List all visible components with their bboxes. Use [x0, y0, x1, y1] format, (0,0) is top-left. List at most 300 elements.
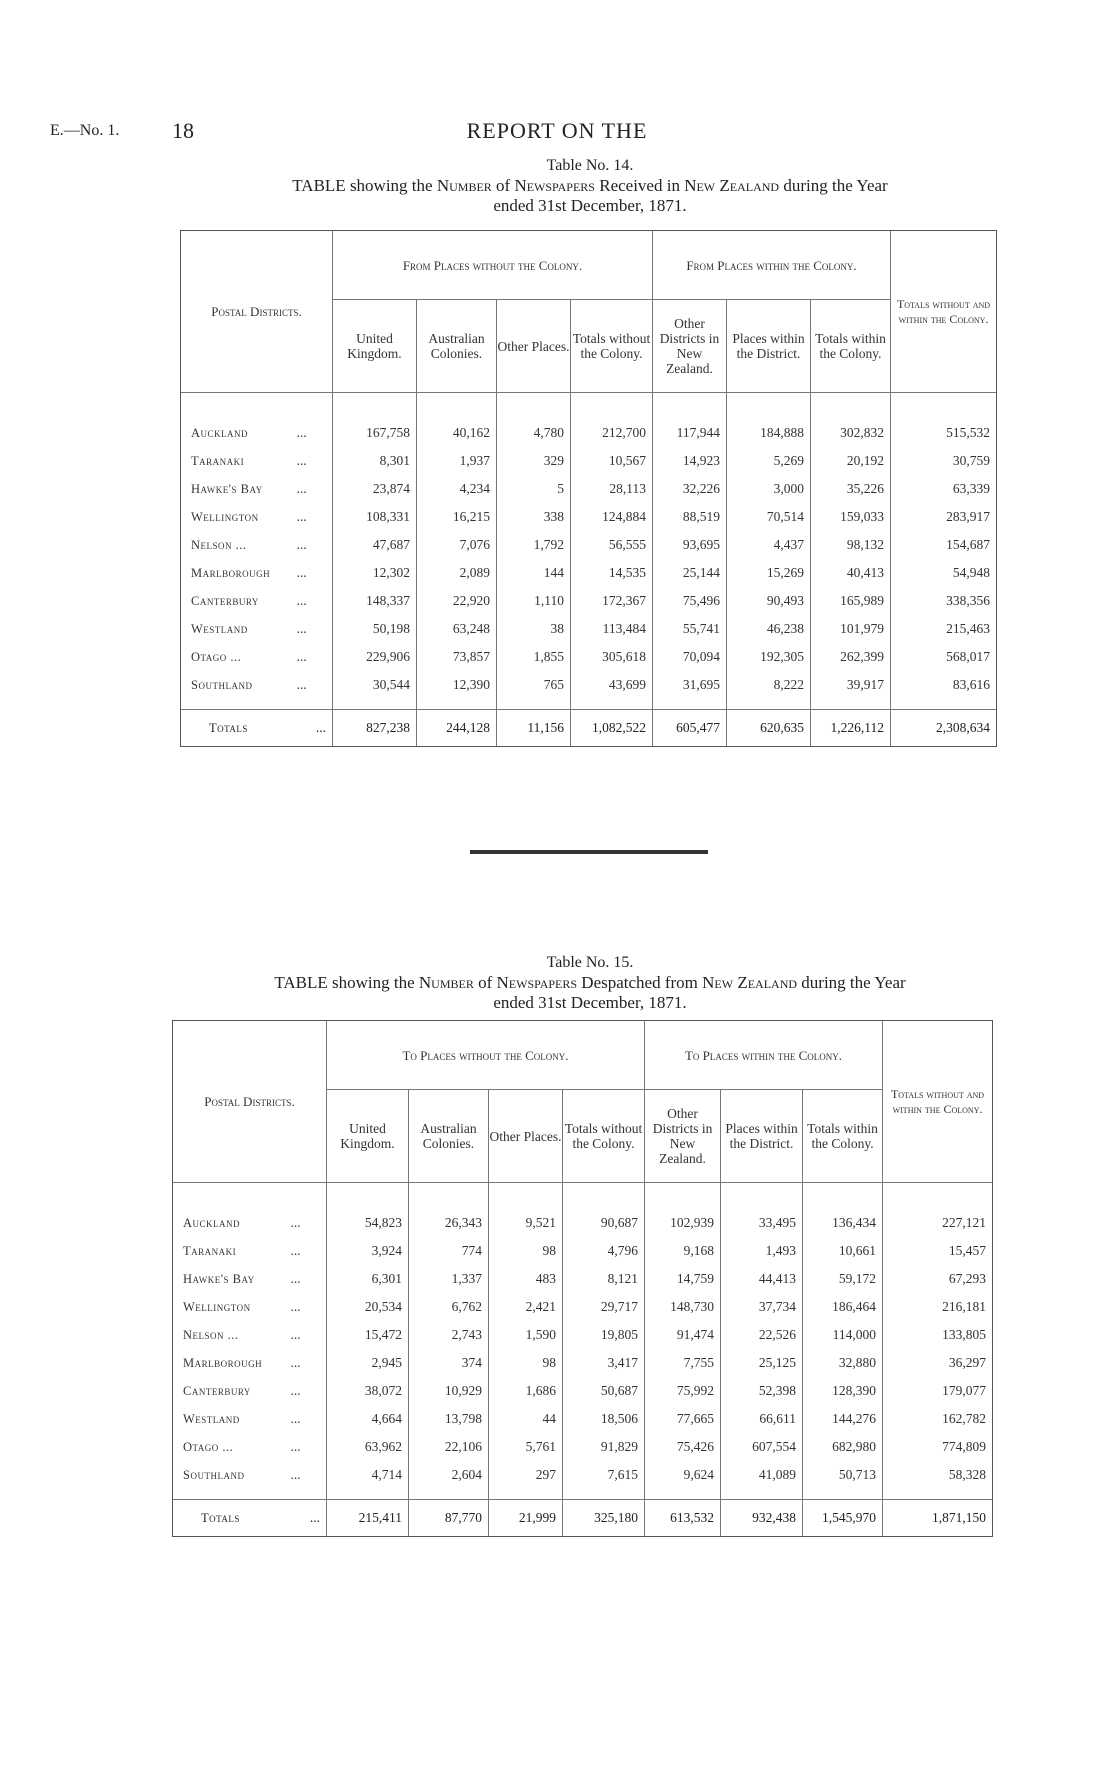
value-cell: 20,534: [327, 1293, 409, 1321]
leader-dots: ...: [290, 1383, 301, 1398]
page-number: 18: [172, 118, 194, 143]
leader-dots: ...: [290, 1327, 301, 1342]
value-cell: 1,590: [489, 1321, 563, 1349]
spacer-cell: [811, 699, 891, 710]
value-cell: 63,339: [891, 475, 997, 503]
leader-dots: ...: [296, 621, 307, 636]
value-cell: 22,526: [721, 1321, 803, 1349]
value-cell: 32,880: [803, 1349, 883, 1377]
value-cell: 9,624: [645, 1461, 721, 1489]
total-value-cell: 2,308,634: [891, 710, 997, 747]
value-cell: 18,506: [563, 1405, 645, 1433]
value-cell: 91,829: [563, 1433, 645, 1461]
value-cell: 20,192: [811, 447, 891, 475]
value-cell: 70,514: [727, 503, 811, 531]
value-cell: 22,106: [409, 1433, 489, 1461]
district-name: Auckland: [173, 1209, 291, 1237]
value-cell: 8,121: [563, 1265, 645, 1293]
leader-dots: ...: [290, 1299, 301, 1314]
table-row: [181, 447, 997, 475]
spacer-cell: [811, 393, 891, 420]
value-cell: 6,762: [409, 1293, 489, 1321]
table-row: [181, 503, 997, 531]
value-cell: 144,276: [803, 1405, 883, 1433]
value-cell: 159,033: [811, 503, 891, 531]
district-name: Nelson ...: [173, 1321, 291, 1349]
leader-dots: ...: [297, 710, 333, 747]
col-totals-without: Totals without the Colony.: [571, 300, 653, 393]
value-cell: 10,929: [409, 1377, 489, 1405]
district-name: Canterbury: [173, 1377, 291, 1405]
leader-dots: ...: [290, 1243, 301, 1258]
value-cell: 56,555: [571, 531, 653, 559]
leader-dots: ...: [290, 1467, 301, 1482]
spacer-cell: [333, 393, 417, 420]
value-cell: 23,874: [333, 475, 417, 503]
value-cell: 33,495: [721, 1209, 803, 1237]
value-cell: 50,198: [333, 615, 417, 643]
col-places-within-district: Places within the District.: [727, 300, 811, 393]
grand-totals-header: Totals without and within the Colony.: [891, 231, 997, 393]
table15-caption: [180, 953, 1000, 1013]
value-cell: 36,297: [883, 1349, 993, 1377]
table15-caption-line1: TABLE showing the Number of Newspapers Despatched from New Zealand during the Year: [274, 973, 906, 992]
value-cell: 4,234: [417, 475, 497, 503]
section-divider: [470, 850, 708, 854]
total-value-cell: 244,128: [417, 710, 497, 747]
total-value-cell: 11,156: [497, 710, 571, 747]
value-cell: 165,989: [811, 587, 891, 615]
district-name: Taranaki: [181, 447, 297, 475]
value-cell: 63,248: [417, 615, 497, 643]
value-cell: 568,017: [891, 643, 997, 671]
value-cell: 682,980: [803, 1433, 883, 1461]
value-cell: 4,664: [327, 1405, 409, 1433]
value-cell: 2,089: [417, 559, 497, 587]
value-cell: 41,089: [721, 1461, 803, 1489]
district-name: Wellington: [181, 503, 297, 531]
value-cell: 216,181: [883, 1293, 993, 1321]
page-title: REPORT ON THE: [466, 118, 648, 143]
leader-dots: ...: [290, 1411, 301, 1426]
col-other-districts: Other Districts in New Zealand.: [645, 1090, 721, 1183]
table-row: [173, 1209, 993, 1237]
value-cell: 38: [497, 615, 571, 643]
value-cell: 227,121: [883, 1209, 993, 1237]
value-cell: 133,805: [883, 1321, 993, 1349]
value-cell: 59,172: [803, 1265, 883, 1293]
value-cell: 54,823: [327, 1209, 409, 1237]
spacer-cell: [173, 1489, 327, 1500]
value-cell: 8,222: [727, 671, 811, 699]
value-cell: 338: [497, 503, 571, 531]
col-totals-within: Totals within the Colony.: [811, 300, 891, 393]
value-cell: 108,331: [333, 503, 417, 531]
value-cell: 297: [489, 1461, 563, 1489]
value-cell: 26,343: [409, 1209, 489, 1237]
value-cell: 14,535: [571, 559, 653, 587]
district-name: Hawke's Bay: [181, 475, 297, 503]
value-cell: 83,616: [891, 671, 997, 699]
value-cell: 44: [489, 1405, 563, 1433]
spacer-cell: [409, 1183, 489, 1210]
value-cell: 515,532: [891, 419, 997, 447]
totals-row: [181, 710, 997, 747]
spacer-cell: [327, 1489, 409, 1500]
value-cell: 192,305: [727, 643, 811, 671]
value-cell: 5: [497, 475, 571, 503]
spacer-cell: [571, 393, 653, 420]
value-cell: 302,832: [811, 419, 891, 447]
col-australian-colonies: Australian Colonies.: [417, 300, 497, 393]
leader-dots: ...: [296, 453, 307, 468]
spacer-cell: [497, 393, 571, 420]
value-cell: 113,484: [571, 615, 653, 643]
totals-label: Totals: [173, 1500, 291, 1537]
value-cell: 37,734: [721, 1293, 803, 1321]
value-cell: 114,000: [803, 1321, 883, 1349]
leader-dots: ...: [290, 1439, 301, 1454]
district-name: Westland: [181, 615, 297, 643]
value-cell: 15,269: [727, 559, 811, 587]
value-cell: 54,948: [891, 559, 997, 587]
spacer-cell: [891, 699, 997, 710]
district-name: Southland: [181, 671, 297, 699]
spacer-cell: [727, 699, 811, 710]
district-name: Otago ...: [173, 1433, 291, 1461]
value-cell: 25,125: [721, 1349, 803, 1377]
total-value-cell: 827,238: [333, 710, 417, 747]
spacer-cell: [653, 393, 727, 420]
table-row: [173, 1377, 993, 1405]
value-cell: 75,496: [653, 587, 727, 615]
value-cell: 44,413: [721, 1265, 803, 1293]
total-value-cell: 21,999: [489, 1500, 563, 1537]
value-cell: 12,302: [333, 559, 417, 587]
value-cell: 40,413: [811, 559, 891, 587]
col-other-districts: Other Districts in New Zealand.: [653, 300, 727, 393]
spacer-cell: [489, 1183, 563, 1210]
value-cell: 774: [409, 1237, 489, 1265]
leader-dots: ...: [290, 1355, 301, 1370]
table15-caption-line2: ended 31st December, 1871.: [493, 993, 687, 1012]
value-cell: 77,665: [645, 1405, 721, 1433]
col-totals-without: Totals without the Colony.: [563, 1090, 645, 1183]
value-cell: 179,077: [883, 1377, 993, 1405]
value-cell: 212,700: [571, 419, 653, 447]
page-header: [0, 116, 1114, 156]
spacer-cell: [883, 1489, 993, 1500]
value-cell: 144: [497, 559, 571, 587]
value-cell: 215,463: [891, 615, 997, 643]
value-cell: 55,741: [653, 615, 727, 643]
leader-dots: ...: [291, 1500, 327, 1537]
value-cell: 4,714: [327, 1461, 409, 1489]
total-value-cell: 87,770: [409, 1500, 489, 1537]
district-name: Canterbury: [181, 587, 297, 615]
value-cell: 35,226: [811, 475, 891, 503]
value-cell: 40,162: [417, 419, 497, 447]
value-cell: 30,544: [333, 671, 417, 699]
value-cell: 172,367: [571, 587, 653, 615]
value-cell: 2,421: [489, 1293, 563, 1321]
value-cell: 1,792: [497, 531, 571, 559]
value-cell: 162,782: [883, 1405, 993, 1433]
value-cell: 128,390: [803, 1377, 883, 1405]
value-cell: 765: [497, 671, 571, 699]
table-row: [173, 1433, 993, 1461]
leader-dots: ...: [296, 565, 307, 580]
spacer-cell: [803, 1183, 883, 1210]
value-cell: 374: [409, 1349, 489, 1377]
value-cell: 98: [489, 1237, 563, 1265]
spacer-cell: [417, 699, 497, 710]
value-cell: 136,434: [803, 1209, 883, 1237]
value-cell: 4,780: [497, 419, 571, 447]
table-row: [181, 587, 997, 615]
value-cell: 19,805: [563, 1321, 645, 1349]
district-name: Taranaki: [173, 1237, 291, 1265]
table-row: [181, 475, 997, 503]
value-cell: 10,661: [803, 1237, 883, 1265]
spacer-cell: [327, 1183, 409, 1210]
to-within-colony-header: To Places within the Colony.: [645, 1021, 883, 1090]
value-cell: 5,269: [727, 447, 811, 475]
value-cell: 148,337: [333, 587, 417, 615]
value-cell: 3,417: [563, 1349, 645, 1377]
col-totals-within: Totals within the Colony.: [803, 1090, 883, 1183]
table-row: [181, 671, 997, 699]
value-cell: 90,687: [563, 1209, 645, 1237]
total-value-cell: 1,226,112: [811, 710, 891, 747]
value-cell: 2,604: [409, 1461, 489, 1489]
total-value-cell: 613,532: [645, 1500, 721, 1537]
value-cell: 3,924: [327, 1237, 409, 1265]
value-cell: 186,464: [803, 1293, 883, 1321]
leader-dots: ...: [296, 649, 307, 664]
value-cell: 9,168: [645, 1237, 721, 1265]
value-cell: 229,906: [333, 643, 417, 671]
value-cell: 117,944: [653, 419, 727, 447]
district-name: Auckland: [181, 419, 297, 447]
total-value-cell: 1,082,522: [571, 710, 653, 747]
value-cell: 38,072: [327, 1377, 409, 1405]
spacer-cell: [333, 699, 417, 710]
spacer-cell: [173, 1183, 327, 1210]
value-cell: 329: [497, 447, 571, 475]
spacer-cell: [409, 1489, 489, 1500]
value-cell: 5,761: [489, 1433, 563, 1461]
value-cell: 4,437: [727, 531, 811, 559]
table-row: [181, 419, 997, 447]
leader-dots: ...: [296, 481, 307, 496]
leader-dots: ...: [296, 509, 307, 524]
table-row: [173, 1265, 993, 1293]
table14-number: Table No. 14.: [546, 157, 634, 174]
value-cell: 124,884: [571, 503, 653, 531]
value-cell: 1,337: [409, 1265, 489, 1293]
value-cell: 305,618: [571, 643, 653, 671]
value-cell: 101,979: [811, 615, 891, 643]
table-row: [173, 1321, 993, 1349]
value-cell: 31,695: [653, 671, 727, 699]
value-cell: 774,809: [883, 1433, 993, 1461]
district-name: Hawke's Bay: [173, 1265, 291, 1293]
spacer-cell: [721, 1183, 803, 1210]
spacer-cell: [727, 393, 811, 420]
district-name: Southland: [173, 1461, 291, 1489]
total-value-cell: 325,180: [563, 1500, 645, 1537]
spacer-cell: [489, 1489, 563, 1500]
total-value-cell: 1,871,150: [883, 1500, 993, 1537]
value-cell: 1,110: [497, 587, 571, 615]
table-row: [181, 615, 997, 643]
value-cell: 14,923: [653, 447, 727, 475]
grand-totals-header: Totals without and within the Colony.: [883, 1021, 993, 1183]
value-cell: 73,857: [417, 643, 497, 671]
value-cell: 154,687: [891, 531, 997, 559]
leader-dots: ...: [290, 1271, 301, 1286]
col-other-places: Other Places.: [489, 1090, 563, 1183]
value-cell: 7,615: [563, 1461, 645, 1489]
leader-dots: ...: [296, 537, 307, 552]
total-value-cell: 1,545,970: [803, 1500, 883, 1537]
value-cell: 98,132: [811, 531, 891, 559]
table-row: [173, 1461, 993, 1489]
value-cell: 58,328: [883, 1461, 993, 1489]
value-cell: 93,695: [653, 531, 727, 559]
value-cell: 46,238: [727, 615, 811, 643]
value-cell: 63,962: [327, 1433, 409, 1461]
value-cell: 47,687: [333, 531, 417, 559]
totals-row: [173, 1500, 993, 1537]
value-cell: 148,730: [645, 1293, 721, 1321]
table15-number: Table No. 15.: [546, 954, 634, 971]
value-cell: 25,144: [653, 559, 727, 587]
value-cell: 184,888: [727, 419, 811, 447]
value-cell: 39,917: [811, 671, 891, 699]
leader-dots: ...: [296, 677, 307, 692]
value-cell: 2,743: [409, 1321, 489, 1349]
value-cell: 52,398: [721, 1377, 803, 1405]
value-cell: 7,076: [417, 531, 497, 559]
spacer-cell: [653, 699, 727, 710]
leader-dots: ...: [296, 593, 307, 608]
value-cell: 30,759: [891, 447, 997, 475]
col-australian-colonies: Australian Colonies.: [409, 1090, 489, 1183]
value-cell: 9,521: [489, 1209, 563, 1237]
value-cell: 6,301: [327, 1265, 409, 1293]
value-cell: 91,474: [645, 1321, 721, 1349]
value-cell: 283,917: [891, 503, 997, 531]
district-name: Otago ...: [181, 643, 297, 671]
value-cell: 262,399: [811, 643, 891, 671]
table14: [180, 230, 997, 747]
total-value-cell: 215,411: [327, 1500, 409, 1537]
value-cell: 167,758: [333, 419, 417, 447]
value-cell: 88,519: [653, 503, 727, 531]
col-places-within-district: Places within the District.: [721, 1090, 803, 1183]
total-value-cell: 605,477: [653, 710, 727, 747]
total-value-cell: 932,438: [721, 1500, 803, 1537]
value-cell: 50,713: [803, 1461, 883, 1489]
value-cell: 90,493: [727, 587, 811, 615]
district-name: Marlborough: [181, 559, 297, 587]
spacer-cell: [803, 1489, 883, 1500]
leader-dots: ...: [290, 1215, 301, 1230]
value-cell: 16,215: [417, 503, 497, 531]
table-row: [173, 1293, 993, 1321]
value-cell: 43,699: [571, 671, 653, 699]
to-without-colony-header: To Places without the Colony.: [327, 1021, 645, 1090]
value-cell: 67,293: [883, 1265, 993, 1293]
value-cell: 50,687: [563, 1377, 645, 1405]
col-united-kingdom: United Kingdom.: [333, 300, 417, 393]
spacer-cell: [645, 1489, 721, 1500]
table-row: [173, 1349, 993, 1377]
table-row: [173, 1237, 993, 1265]
value-cell: 12,390: [417, 671, 497, 699]
spacer-cell: [497, 699, 571, 710]
spacer-cell: [563, 1183, 645, 1210]
value-cell: 98: [489, 1349, 563, 1377]
value-cell: 15,457: [883, 1237, 993, 1265]
from-without-colony-header: From Places without the Colony.: [333, 231, 653, 300]
value-cell: 2,945: [327, 1349, 409, 1377]
value-cell: 29,717: [563, 1293, 645, 1321]
district-name: Nelson ...: [181, 531, 297, 559]
value-cell: 1,855: [497, 643, 571, 671]
table-row: [181, 643, 997, 671]
value-cell: 1,686: [489, 1377, 563, 1405]
total-value-cell: 620,635: [727, 710, 811, 747]
spacer-cell: [883, 1183, 993, 1210]
value-cell: 483: [489, 1265, 563, 1293]
table15: [172, 1020, 993, 1537]
from-within-colony-header: From Places within the Colony.: [653, 231, 891, 300]
value-cell: 75,426: [645, 1433, 721, 1461]
spacer-cell: [181, 699, 333, 710]
value-cell: 607,554: [721, 1433, 803, 1461]
value-cell: 102,939: [645, 1209, 721, 1237]
spacer-cell: [645, 1183, 721, 1210]
col-other-places: Other Places.: [497, 300, 571, 393]
spacer-cell: [563, 1489, 645, 1500]
value-cell: 66,611: [721, 1405, 803, 1433]
value-cell: 32,226: [653, 475, 727, 503]
postal-districts-header: Postal Districts.: [181, 231, 333, 393]
value-cell: 3,000: [727, 475, 811, 503]
spacer-cell: [721, 1489, 803, 1500]
table14-caption-line1: TABLE showing the Number of Newspapers Received in New Zealand during the Year: [292, 176, 888, 195]
spacer-cell: [417, 393, 497, 420]
value-cell: 7,755: [645, 1349, 721, 1377]
value-cell: 28,113: [571, 475, 653, 503]
col-united-kingdom: United Kingdom.: [327, 1090, 409, 1183]
value-cell: 8,301: [333, 447, 417, 475]
district-name: Marlborough: [173, 1349, 291, 1377]
spacer-cell: [891, 393, 997, 420]
table-row: [181, 531, 997, 559]
district-name: Wellington: [173, 1293, 291, 1321]
table-row: [181, 559, 997, 587]
district-name: Westland: [173, 1405, 291, 1433]
spacer-cell: [571, 699, 653, 710]
table14-caption: [180, 156, 1000, 216]
document-reference: E.—No. 1.: [50, 122, 120, 139]
postal-districts-header: Postal Districts.: [173, 1021, 327, 1183]
value-cell: 1,937: [417, 447, 497, 475]
